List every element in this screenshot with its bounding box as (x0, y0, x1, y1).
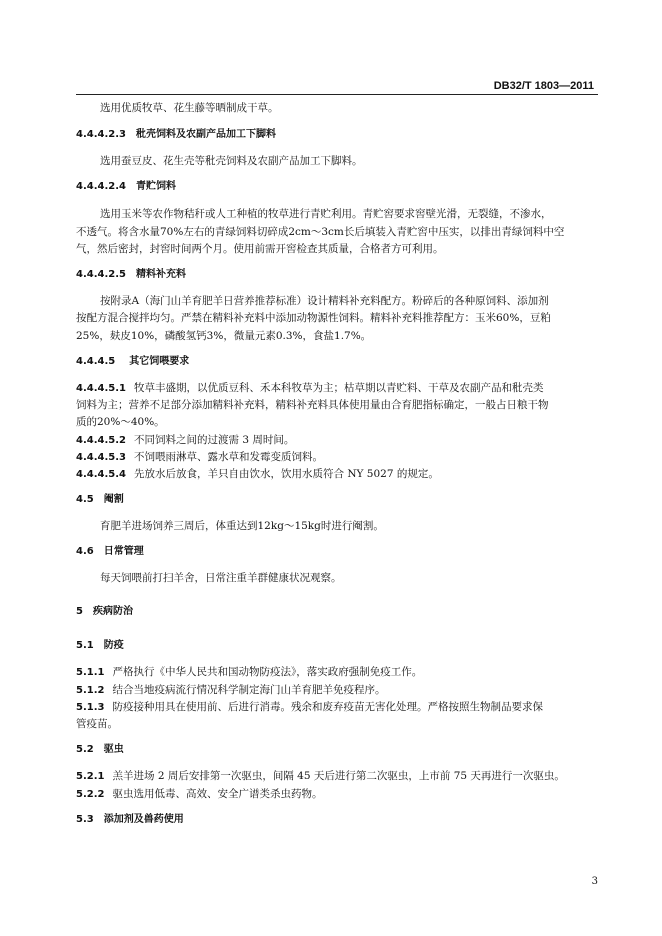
section-title: 青贮饲料 (136, 181, 176, 192)
section-heading-4-5 (76, 493, 600, 507)
document-code: DB32/T 1803—2011 (493, 80, 594, 92)
section-number: 4.4.4.2.5 (76, 269, 126, 280)
paragraph-line: 气，然后密封，封窖时间两个月。使用前需开窖检查其质量，合格者方可利用。 (76, 243, 444, 255)
item-number: 5.2.1 (76, 771, 105, 782)
item-text: 牧草丰盛期，以优质豆科、禾本科牧草为主；枯草期以青贮料、干草及农副产品和秕壳类 (134, 382, 544, 394)
item-number: 4.4.4.5.1 (76, 383, 126, 394)
section-number: 5.1 (76, 640, 94, 651)
section-heading-5-1 (76, 639, 600, 653)
section-number: 4.6 (76, 546, 94, 557)
item-number: 4.4.4.5.2 (76, 435, 126, 446)
paragraph-line: 按附录A（海门山羊育肥羊日营养推荐标准）设计精料补充料配方。粉碎后的各种原饲料、添加剂 (100, 295, 549, 307)
list-item-5-2-1 (76, 769, 600, 784)
item-number: 4.4.4.5.4 (76, 469, 126, 480)
paragraph-line: 25%，麸皮10%，磷酸氢钙3%，微量元素0.3%，食盐1.7%。 (76, 330, 372, 342)
item-text: 不同饲料之间的过渡需 3 周时间。 (134, 434, 295, 446)
item-text: 先放水后放食，羊只自由饮水，饮用水质符合 NY 5027 的规定。 (134, 468, 439, 480)
section-title: 驱虫 (103, 744, 124, 755)
section-title: 其它饲喂要求 (129, 356, 190, 367)
section-heading-4-4-4-5 (76, 355, 600, 369)
paragraph-line: 按配方混合搅拌均匀。严禁在精料补充料中添加动物源性饲料。精料补充料推荐配方：玉米60%，豆粕 (76, 312, 551, 324)
item-text: 防疫接种用具在使用前、后进行消毒。残余和废弃疫苗无害化处理。严格按照生物制品要求保 (112, 701, 543, 713)
paragraph-line: 管疫苗。 (76, 718, 118, 730)
section-heading-4-6 (76, 545, 600, 559)
section-heading-4-4-4-2-4 (76, 180, 600, 194)
section-number: 4.4.4.2.3 (76, 129, 126, 140)
section-title: 精料补充料 (136, 269, 186, 280)
section-title: 防疫 (103, 640, 124, 651)
list-item-5-1-3 (76, 700, 600, 715)
item-text: 驱虫选用低毒、高效、安全广谱类杀虫药物。 (112, 788, 323, 800)
item-text: 不饲喂雨淋草、露水草和发霉变质饲料。 (134, 451, 323, 463)
paragraph-line: 质的20%～40%。 (76, 416, 165, 428)
list-item-5-1-1 (76, 665, 600, 680)
section-title: 疾病防治 (92, 606, 133, 617)
section-title: 日常管理 (103, 546, 144, 557)
item-number: 4.4.4.5.3 (76, 452, 126, 463)
section-title: 秕壳饲料及农副产品加工下脚料 (136, 129, 276, 140)
item-text: 结合当地疫病流行情况科学制定海门山羊育肥羊免疫程序。 (112, 684, 386, 696)
list-item-4-4-4-5-3 (76, 450, 600, 465)
item-number: 5.1.3 (76, 702, 105, 713)
section-heading-5-2 (76, 743, 600, 757)
section-title: 阉割 (103, 494, 124, 505)
section-number: 5.2 (76, 744, 94, 755)
list-item-4-4-4-5-1 (76, 381, 600, 396)
section-heading-5-3 (76, 813, 600, 827)
item-number: 5.2.2 (76, 789, 105, 800)
paragraph: 每天饲喂前打扫羊舍，日常注重羊群健康状况观察。 (100, 572, 342, 584)
item-text: 羔羊进场 2 周后安排第一次驱虫，间隔 45 天后进行第二次驱虫，上市前 75 天再进行一次驱虫。 (112, 770, 565, 782)
list-item-5-2-2 (76, 787, 600, 802)
paragraph: 育肥羊进场饲养三周后，体重达到12kg～15kg时进行阉割。 (100, 520, 384, 532)
paragraph: 选用优质牧草、花生藤等晒制成干草。 (100, 102, 279, 114)
list-item-4-4-4-5-4 (76, 467, 600, 482)
paragraph: 选用蚕豆皮、花生壳等秕壳饲料及农副产品加工下脚料。 (100, 155, 363, 167)
page-number: 3 (591, 876, 598, 887)
section-number: 4.4.4.5 (76, 356, 116, 367)
section-heading-4-4-4-2-3 (76, 128, 600, 142)
section-heading-4-4-4-2-5 (76, 268, 600, 282)
section-number: 4.4.4.2.4 (76, 181, 126, 192)
paragraph-line: 饲料为主；营养不足部分添加精料补充料，精料补充料具体使用量由合育肥指标确定，一般占日粮干物 (76, 399, 549, 411)
section-heading-5 (76, 605, 600, 619)
list-item-5-1-2 (76, 683, 600, 698)
item-text: 严格执行《中华人民共和国动物防疫法》，落实政府强制免疫工作。 (112, 666, 423, 678)
paragraph-line: 选用玉米等农作物秸秆或人工种植的牧草进行青贮利用。青贮窖要求窖壁光滑，无裂缝，不渗水， (100, 208, 552, 220)
item-number: 5.1.1 (76, 667, 105, 678)
header-rule (76, 94, 598, 95)
item-number: 5.1.2 (76, 685, 105, 696)
section-title: 添加剂及兽药使用 (103, 814, 184, 825)
list-item-4-4-4-5-2 (76, 433, 600, 448)
paragraph-line: 不透气。将含水量70%左右的青绿饲料切碎成2cm～3cm长后填装入青贮窖中压实，以排出青绿饲料中空 (76, 226, 565, 238)
section-number: 5.3 (76, 814, 94, 825)
section-number: 4.5 (76, 494, 94, 505)
section-number: 5 (76, 606, 83, 617)
